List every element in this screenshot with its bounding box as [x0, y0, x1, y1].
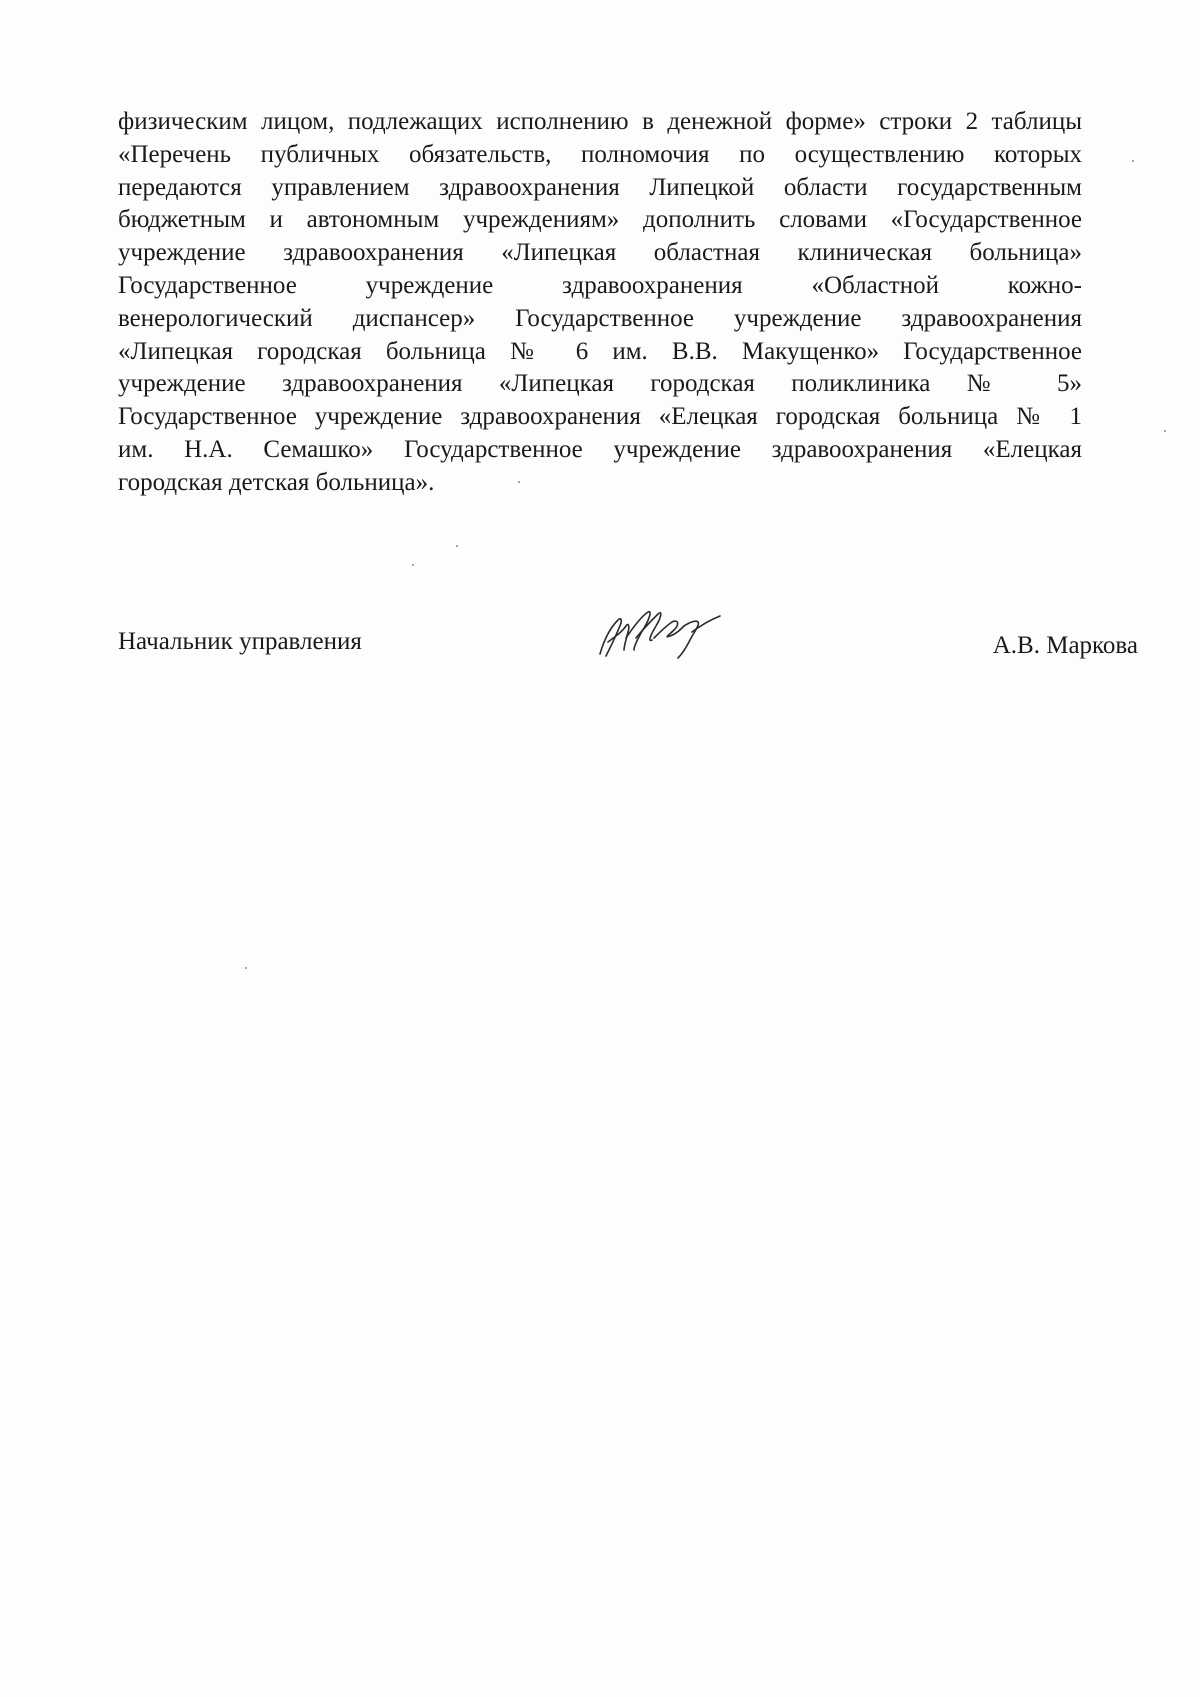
text-line: передаются управлением здравоохранения Липецкой области государственным [118, 173, 1082, 201]
scan-speck [456, 545, 458, 547]
text-line: Государственное учреждение здравоохранения «Областной кожно- [118, 271, 1082, 299]
scan-speck [518, 481, 520, 483]
document-body-text [118, 106, 1082, 500]
scan-speck [1132, 160, 1134, 162]
text-line: Государственное учреждение здравоохранения «Елецкая городская больница № 1 [118, 403, 1082, 431]
signature-block [118, 620, 1138, 680]
scan-speck [1164, 430, 1166, 432]
text-line: городская детская больница». [118, 468, 435, 496]
text-line: им. Н.А. Семашко» Государственное учреждение здравоохранения «Елецкая [118, 435, 1082, 463]
scan-speck [245, 967, 247, 969]
signatory-position: Начальник управления [118, 628, 362, 655]
text-line: учреждение здравоохранения «Липецкая городская поликлиника № 5» [118, 370, 1082, 398]
text-line: физическим лицом, подлежащих исполнению в денежной форме» строки 2 таблицы [118, 108, 1082, 135]
text-line: «Липецкая городская больница № 6 им. В.В. Макущенко» Государственное [118, 337, 1082, 365]
text-line: бюджетным и автономным учреждениям» дополнить словами «Государственное [118, 206, 1082, 234]
text-line: венерологический диспансер» Государственное учреждение здравоохранения [118, 304, 1082, 332]
handwritten-signature [588, 592, 738, 672]
text-line: учреждение здравоохранения «Липецкая областная клиническая больница» [118, 239, 1082, 267]
signatory-name: А.В. Маркова [992, 632, 1138, 659]
scan-speck [412, 564, 414, 566]
text-line: «Перечень публичных обязательств, полномочия по осуществлению которых [118, 140, 1082, 168]
